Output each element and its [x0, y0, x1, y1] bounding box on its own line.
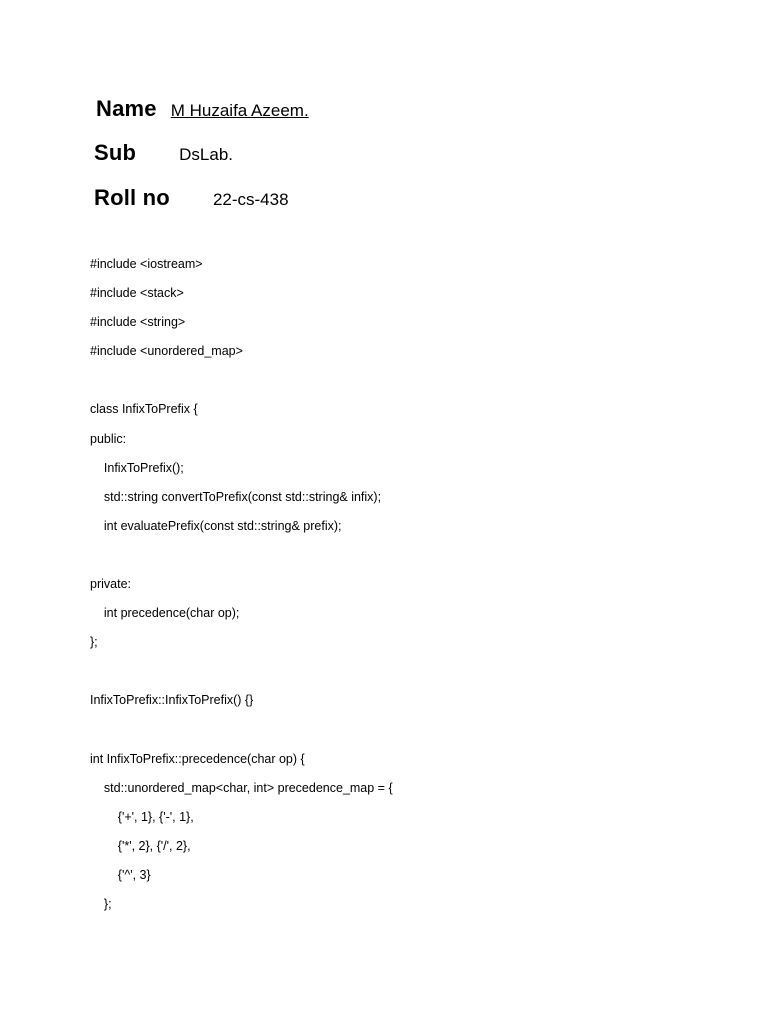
code-line: std::unordered_map<char, int> precedence_map = { [90, 780, 393, 795]
code-line: #include <string> [90, 315, 186, 330]
code-line: int InfixToPrefix::precedence(char op) { [90, 751, 305, 766]
code-line: #include <stack> [90, 286, 184, 301]
subject-row [94, 140, 233, 166]
code-line: std::string convertToPrefix(const std::string& infix); [90, 489, 382, 504]
code-line: class InfixToPrefix { [90, 402, 198, 417]
subject-value: DsLab. [179, 145, 234, 164]
name-value: M Huzaifa Azeem. [170, 101, 309, 120]
code-line: int evaluatePrefix(const std::string& prefix); [90, 518, 342, 533]
roll-number-value: 22-cs-438 [212, 190, 289, 209]
code-line: #include <unordered_map> [90, 344, 243, 359]
code-line: {'*', 2}, {'/', 2}, [90, 838, 191, 853]
code-line [90, 716, 710, 745]
code-line: InfixToPrefix(); [90, 460, 184, 475]
code-line: private: [90, 577, 131, 592]
code-line: InfixToPrefix::InfixToPrefix() {} [90, 693, 254, 708]
code-line: {'+', 1}, {'-', 1}, [90, 809, 194, 824]
roll-number-row [94, 185, 289, 211]
code-line [90, 541, 710, 570]
code-line [90, 657, 710, 686]
code-line [90, 366, 710, 395]
code-line: }; [90, 635, 98, 650]
code-line: }; [90, 897, 112, 912]
code-line: public: [90, 431, 127, 446]
code-line: #include <iostream> [90, 257, 203, 271]
name-label: Name [96, 96, 157, 121]
name-row [96, 96, 309, 122]
code-line: int precedence(char op); [90, 606, 240, 621]
code-line: {'^', 3} [90, 867, 151, 882]
code-listing [90, 250, 710, 919]
roll-number-label: Roll no [94, 185, 170, 210]
subject-label: Sub [94, 140, 137, 165]
